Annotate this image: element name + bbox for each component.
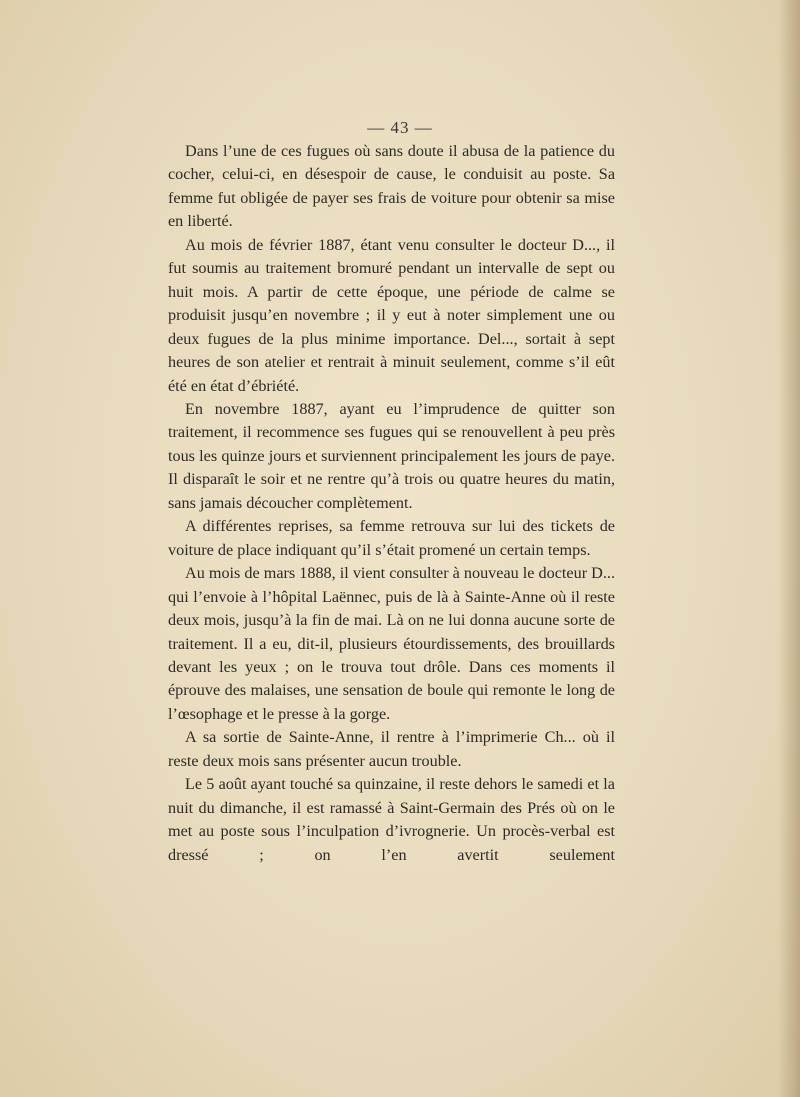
body-text	[168, 140, 615, 867]
paragraph: En novembre 1887, ayant eu l’imprudence de quitter son traitement, il recommence ses fugues qui se renouvellent à peu près tous les quinze jours et surviennent principalement les jours de paye. Il disparaît le soir et ne rentre qu’à trois ou quatre heures du matin, sans jamais découcher complètement.	[168, 399, 615, 512]
paragraph: Au mois de février 1887, étant venu consulter le docteur D..., il fut soumis au traitement bromuré pendant un intervalle de sept ou huit mois. A partir de cette époque, une période de calme se produisit jusqu’en novembre ; il y eut à noter simplement une ou deux fugues de la plus minime importance. Del..., sortait à sept heures de son atelier et rentrait à minuit seulement, comme s’il eût été en état d’ébriété.	[168, 235, 615, 395]
page-edge-shadow	[778, 0, 800, 1097]
page-number: — 43 —	[367, 118, 433, 137]
paragraph: Dans l’une de ces fugues où sans doute il abusa de la patience du cocher, celui-ci, en désespoir de cause, le conduisit au poste. Sa femme fut obligée de payer ses frais de voiture pour obtenir sa mise en liberté.	[168, 142, 615, 231]
paragraph: Le 5 août ayant touché sa quinzaine, il reste dehors le samedi et la nuit du dimanche, il est ramassé à Saint-Germain des Prés où on le met au poste sous l’inculpation d’ivrognerie. Un procès-verbal est dressé ; on l’en avertit seulement	[168, 775, 615, 864]
paragraph: A différentes reprises, sa femme retrouva sur lui des tickets de voiture de place indiquant qu’il s’était promené un certain temps.	[168, 517, 615, 559]
paragraph: Au mois de mars 1888, il vient consulter à nouveau le docteur D... qui l’envoie à l’hôpital Laënnec, puis de là à Sainte-Anne où il reste deux mois, jusqu’à la fin de mai. Là on ne lui donna aucune sorte de traitement. Il a eu, dit-il, plusieurs étourdissements, des brouillards devant les yeux ; on le trouva tout drôle. Dans ces moments il éprouve des malaises, une sensation de boule qui remonte le long de l’œsophage et le presse à la gorge.	[168, 564, 615, 723]
paragraph: A sa sortie de Sainte-Anne, il rentre à l’imprimerie Ch... où il reste deux mois sans présenter aucun trouble.	[168, 728, 615, 770]
